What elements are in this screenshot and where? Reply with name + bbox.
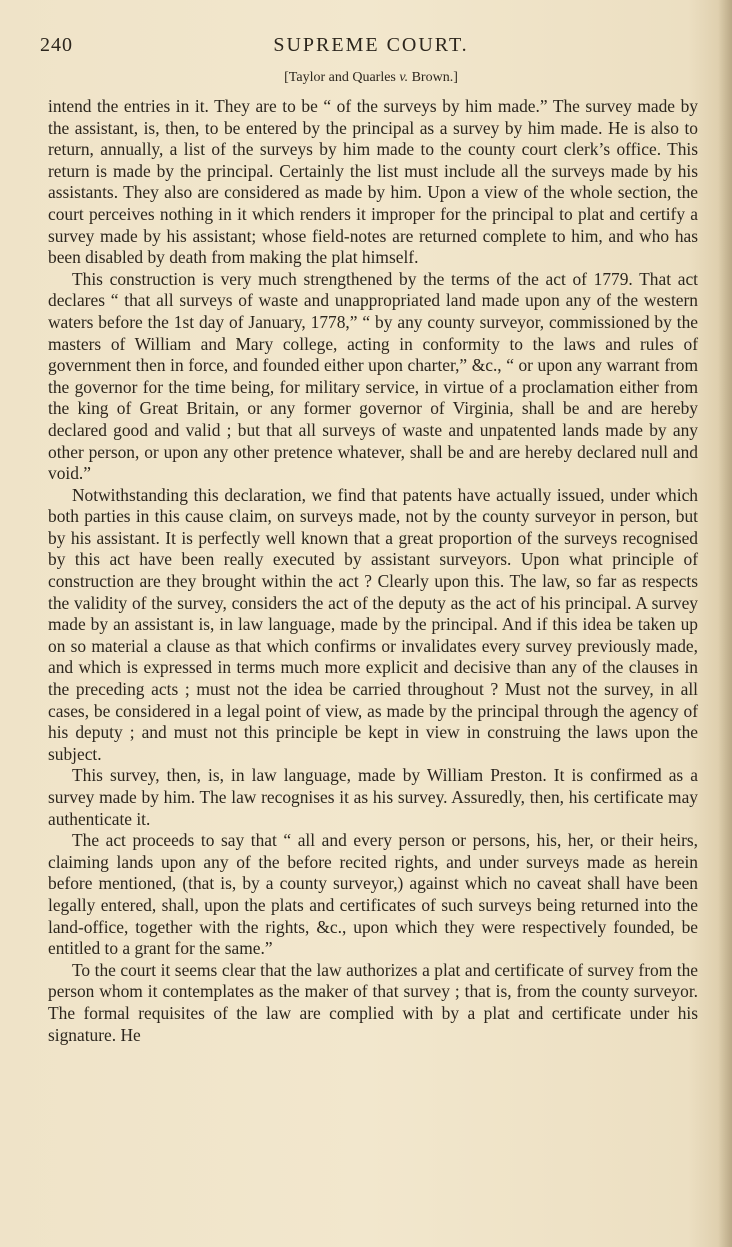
- running-head: SUPREME COURT.: [273, 34, 469, 56]
- paragraph: Notwithstanding this declaration, we find that patents have actually issued, under which both parties in this cause claim, on surveys made, not by the county surveyor in person, but by his assistant. It is perfectly well known that a great proportion of the surveys recognised by this act have been really executed by assistant surveyors. Upon what principle of construction are they brought within the act ? Clearly upon this. The law, so far as respects the validity of the survey, considers the act of the deputy as the act of his principal. A survey made by an assistant is, in law language, made by the principal. And if this idea be taken up on so material a clause as that which confirms or invalidates every survey previously made, and which is expressed in terms much more explicit and decisive than any of the clauses in the preceding acts ; must not the idea be carried throughout ? Must not the survey, in all cases, be considered in a legal point of view, as made by the principal through the agency of his deputy ; and must not this principle be kept in view in construing the laws upon the subject.: [48, 484, 698, 764]
- case-caption-suffix: Brown.]: [411, 70, 458, 85]
- paragraph: To the court it seems clear that the law authorizes a plat and certificate of survey from the person whom it contemplates as the maker of that survey ; that is, from the county surveyor. The formal requisites of the law are complied with by a plat and certificate under his signature. He: [48, 959, 698, 1045]
- paragraph: This survey, then, is, in law language, made by William Preston. It is confirmed as a survey made by him. The law recognises it as his survey. Assuredly, then, his certificate may authenticate it.: [48, 765, 698, 829]
- case-caption-v: v.: [399, 70, 409, 85]
- page-number: 240: [40, 34, 73, 56]
- paragraph: The act proceeds to say that “ all and every person or persons, his, her, or their heirs, claiming lands upon any of the before recited rights, and under surveys made as herein before mentioned, (that is, by a county surveyor,) against which no caveat shall have been legally entered, shall, upon the plats and certificates of such surveys being returned into the land-office, together with the rights, &c., upon which they were respectively founded, be entitled to a grant for the same.”: [48, 830, 698, 959]
- body-text: [48, 96, 698, 1046]
- paragraph: This construction is very much strengthened by the terms of the act of 1779. That act declares “ that all surveys of waste and unappropriated land made upon any of the western waters before the 1st day of January, 1778,” “ by any county surveyor, commissioned by the masters of William and Mary college, acting in conformity to the laws and rules of government then in force, and founded either upon charter,” &c., “ or upon any warrant from the governor for the time being, for military service, in virtue of a proclamation either from the king of Great Britain, or any former governor of Virginia, shall be and are hereby declared good and valid ; but that all surveys of waste and unpatented lands made by any other person, or upon any other pretence whatever, shall be and are hereby declared null and void.”: [48, 268, 698, 484]
- paragraph: intend the entries in it. They are to be “ of the surveys by him made.” The survey made by the assistant, is, then, to be entered by the principal as a survey by him made. He is also to return, annually, a list of the surveys by him made to the county court clerk’s office. This return is made by the principal. Certainly the list must include all the surveys made by his assistants. They also are considered as made by him. Upon a view of the whole section, the court perceives nothing in it which renders it improper for the principal to plat and certify a survey made by his assistant; whose field-notes are returned complete to him, and who has been disabled by death from making the plat himself.: [48, 96, 698, 268]
- page-header: [40, 34, 702, 64]
- case-caption: [40, 70, 702, 86]
- case-caption-prefix: [Taylor and Quarles: [284, 70, 396, 85]
- page-spine-shadow: [718, 0, 732, 1247]
